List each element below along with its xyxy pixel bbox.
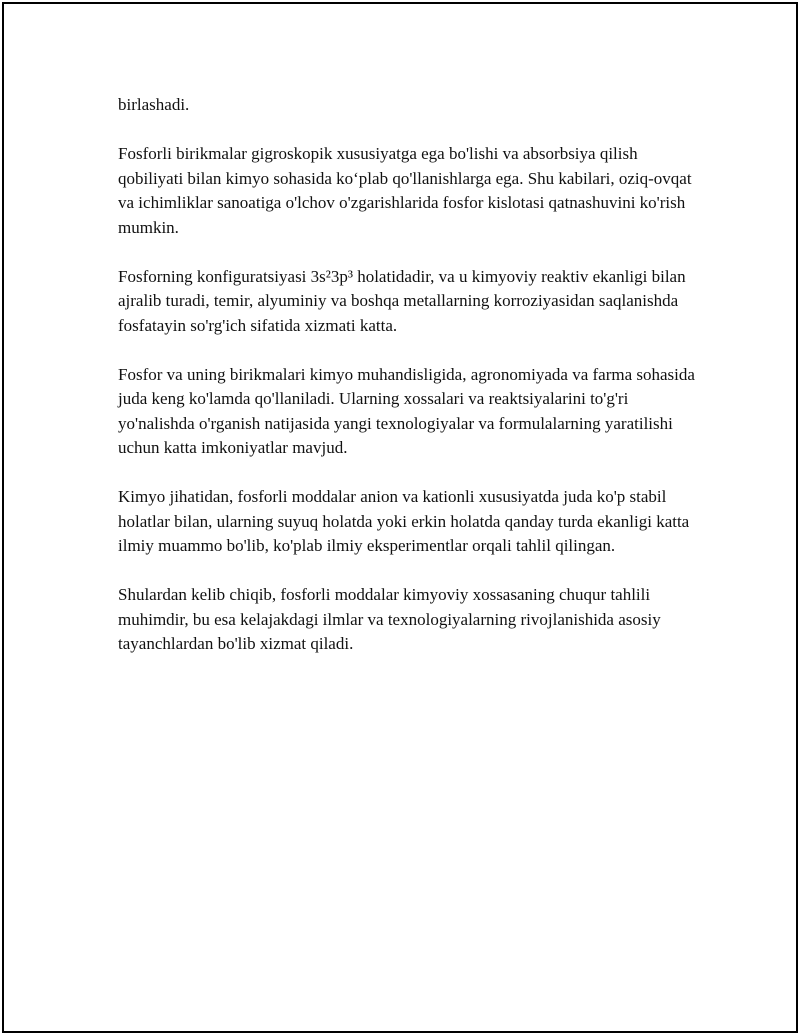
paragraph-3: Fosforning konfiguratsiyasi 3s²3p³ holatidadir, va u kimyoviy reaktiv ekanligi bilan ajralib turadi, temir, alyuminiy va boshqa metallarning korroziyasidan saqlanishda fosfatayin so'rg'ich sifatida xizmati katta. [118, 266, 686, 335]
paragraph-6: Shulardan kelib chiqib, fosforli moddalar kimyoviy xossasaning chuqur tahlili muhimdir, bu esa kelajakdagi ilmlar va texnologiyalarning rivojlanishida asosiy tayanchlardan bo'lib xizmat qiladi. [118, 585, 661, 653]
paragraph-5: Kimyo jihatidan, fosforli moddalar anion va kationli xususiyatda juda ko'p stabil holatlar bilan, ularning suyuq holatda yoki erkin holatda qanday turda ekanligi katta ilmiy muammo bo'lib, ko'plab ilmiy eksperimentlar orqali tahlil qilingan. [118, 487, 690, 555]
paragraph-4: Fosfor va uning birikmalari kimyo muhandisligida, agronomiyada va farma sohasida juda keng ko'lamda qo'llaniladi. Ularning xossalari va reaktsiyalarini to'g'ri yo'nalishda o'rganish natijasida yangi texnologiyalar va formulalarning yaratilishi uchun katta imkoniyatlar mavjud. [118, 364, 695, 457]
paragraph-2: Fosforli birikmalar gigroskopik xususiyatga ega bo'lishi va absorbsiya qilish qobiliyati bilan kimyo sohasida koʻplab qo'llanishlarga ega. Shu kabilari, oziq-ovqat va ichimliklar sanoatiga o'lchov o'zgarishlarida fosfor kislotasi qatnashuvini ko'rish mumkin. [118, 144, 692, 237]
paragraph-1: birlashadi. [118, 95, 190, 114]
document-body [118, 93, 698, 681]
document-page [2, 2, 798, 1033]
